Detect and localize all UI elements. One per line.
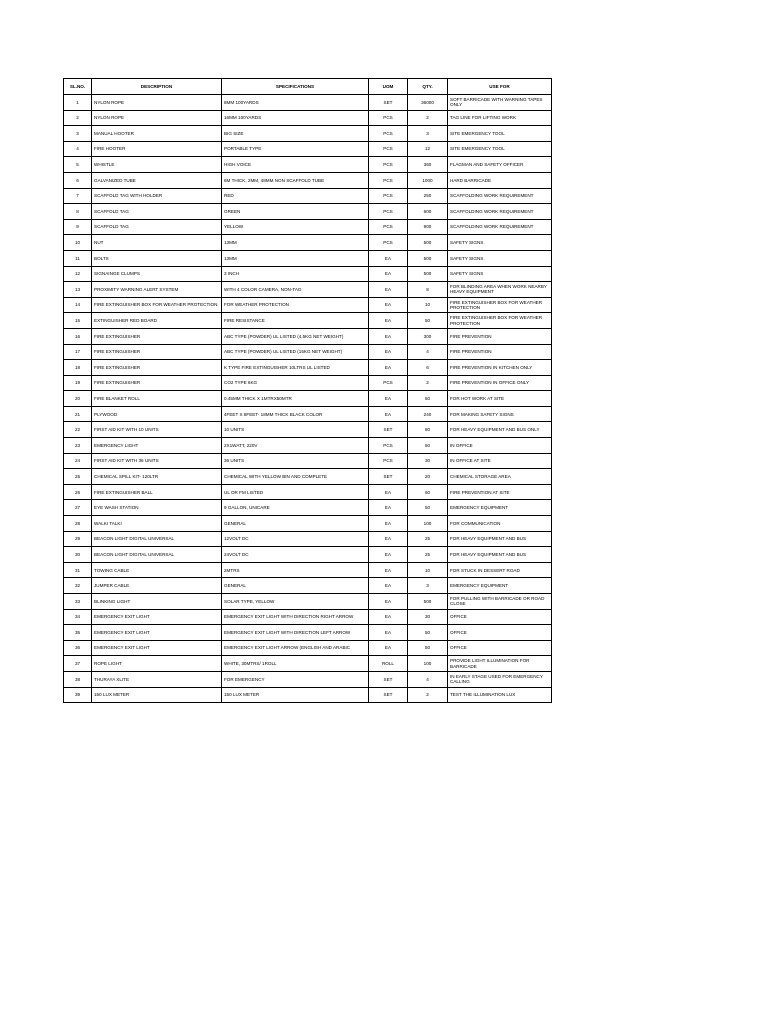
specifications-cell: EMERGENCY EXIT LIGHT WITH DIRECTION RIGHT ARROW — [222, 609, 369, 625]
description-cell: FIRE EXTINGUISHER — [92, 328, 222, 344]
sl-no-cell: 26 — [64, 484, 92, 500]
use-for-cell: OFFICE — [448, 640, 552, 656]
sl-no-cell: 12 — [64, 266, 92, 282]
use-for-cell: SAFETY SIGNS — [448, 250, 552, 266]
specifications-cell: GENERAL — [222, 516, 369, 532]
table-row — [64, 438, 552, 454]
uom-cell: EA — [369, 266, 408, 282]
qty-cell: 600 — [408, 204, 448, 220]
table-row — [64, 126, 552, 142]
use-for-cell: SITE EMERGENCY TOOL — [448, 141, 552, 157]
description-cell: SIGNAINGE CLUMPS — [92, 266, 222, 282]
description-cell: 150 LUX METER — [92, 687, 222, 703]
description-cell: EYE WASH STATION — [92, 500, 222, 516]
use-for-cell: FIRE PREVENTION AT SITE — [448, 484, 552, 500]
specifications-cell: 13MM — [222, 250, 369, 266]
table-row — [64, 297, 552, 313]
uom-cell: EA — [369, 531, 408, 547]
uom-cell: PCS — [369, 219, 408, 235]
header-description: DESCRIPTION — [92, 79, 222, 95]
sl-no-cell: 32 — [64, 578, 92, 594]
header-specifications: SPECIFICATIONS — [222, 79, 369, 95]
table-row — [64, 453, 552, 469]
qty-cell: 900 — [408, 219, 448, 235]
uom-cell: EA — [369, 328, 408, 344]
sl-no-cell: 23 — [64, 438, 92, 454]
use-for-cell: FOR BLINDING AREA WHEN WORK NEARBY HEAVY EQUIPMENT — [448, 282, 552, 298]
qty-cell: 4 — [408, 671, 448, 687]
description-cell: JUMPER CABLE — [92, 578, 222, 594]
table-row — [64, 609, 552, 625]
description-cell: GALVANIZED TUBE — [92, 172, 222, 188]
table-row — [64, 110, 552, 126]
description-cell: TOWING CABLE — [92, 562, 222, 578]
sl-no-cell: 19 — [64, 375, 92, 391]
description-cell: CHEMICAL SPILL KIT- 120LTR — [92, 469, 222, 485]
qty-cell: 8 — [408, 282, 448, 298]
qty-cell: 500 — [408, 235, 448, 251]
uom-cell: EA — [369, 547, 408, 563]
specifications-cell: EMERGENCY EXIT LIGHT ARROW (ENGLISH AND ARABIC — [222, 640, 369, 656]
uom-cell: PCS — [369, 110, 408, 126]
description-cell: FIRE EXTINGUISHER BOX FOR WEATHER PROTECTION — [92, 297, 222, 313]
specifications-cell: BIG SIZE — [222, 126, 369, 142]
qty-cell: 80 — [408, 422, 448, 438]
description-cell: THURAYA XLITE — [92, 671, 222, 687]
table-row — [64, 250, 552, 266]
use-for-cell: HARD BARRICADE — [448, 172, 552, 188]
qty-cell: 25 — [408, 547, 448, 563]
qty-cell: 50 — [408, 391, 448, 407]
table-row — [64, 282, 552, 298]
sl-no-cell: 3 — [64, 126, 92, 142]
uom-cell: SET — [369, 687, 408, 703]
table-row — [64, 204, 552, 220]
use-for-cell: FLAGMAN AND SAFETY OFFICER — [448, 157, 552, 173]
use-for-cell: FOR HEAVY EQUIPMENT AND BUS ONLY — [448, 422, 552, 438]
description-cell: BOLTS — [92, 250, 222, 266]
table-header-row — [64, 79, 552, 95]
sl-no-cell: 21 — [64, 406, 92, 422]
sl-no-cell: 16 — [64, 328, 92, 344]
specifications-cell: 150 LUX METER — [222, 687, 369, 703]
table-row — [64, 172, 552, 188]
uom-cell: EA — [369, 344, 408, 360]
qty-cell: 36000 — [408, 95, 448, 111]
uom-cell: PCS — [369, 438, 408, 454]
use-for-cell: SCAFFOLDING WORK REQUIREMENT — [448, 204, 552, 220]
description-cell: SCAFFOLD TAG WITH HOLDER — [92, 188, 222, 204]
qty-cell: 3 — [408, 126, 448, 142]
use-for-cell: FIRE EXTINGUISHER BOX FOR WEATHER PROTECTION — [448, 297, 552, 313]
sl-no-cell: 5 — [64, 157, 92, 173]
description-cell: FIRE EXTINGUISHER — [92, 344, 222, 360]
qty-cell: 500 — [408, 250, 448, 266]
description-cell: SCAFFOLD TAG — [92, 204, 222, 220]
qty-cell: 12 — [408, 141, 448, 157]
qty-cell: 500 — [408, 266, 448, 282]
description-cell: WALKI TALKI — [92, 516, 222, 532]
table-body — [64, 95, 552, 703]
specifications-cell: GREEN — [222, 204, 369, 220]
use-for-cell: FIRE PREVENTION IN OFFICE ONLY — [448, 375, 552, 391]
items-table — [63, 78, 552, 703]
sl-no-cell: 39 — [64, 687, 92, 703]
uom-cell: EA — [369, 640, 408, 656]
qty-cell: 250 — [408, 188, 448, 204]
use-for-cell: SAFETY SIGNS — [448, 266, 552, 282]
table-row — [64, 344, 552, 360]
table-row — [64, 375, 552, 391]
use-for-cell: FIRE PREVENTION — [448, 344, 552, 360]
sl-no-cell: 6 — [64, 172, 92, 188]
table-row — [64, 516, 552, 532]
header-uom: UOM — [369, 79, 408, 95]
qty-cell: 3 — [408, 578, 448, 594]
qty-cell: 50 — [408, 438, 448, 454]
uom-cell: EA — [369, 562, 408, 578]
sl-no-cell: 13 — [64, 282, 92, 298]
table-row — [64, 640, 552, 656]
description-cell: EMERGENCY LIGHT — [92, 438, 222, 454]
specifications-cell: EMERGENCY EXIT LIGHT WITH DIRECTION LEFT ARROW — [222, 625, 369, 641]
specifications-cell: 16MM 100YARDS — [222, 110, 369, 126]
qty-cell: 50 — [408, 500, 448, 516]
table-row — [64, 469, 552, 485]
qty-cell: 50 — [408, 625, 448, 641]
specifications-cell: PORTABLE TYPE — [222, 141, 369, 157]
table-row — [64, 500, 552, 516]
use-for-cell: FOR MAKING SAFETY SIGNS — [448, 406, 552, 422]
qty-cell: 500 — [408, 594, 448, 610]
description-cell: BLINKING LIGHT — [92, 594, 222, 610]
specifications-cell: YELLOW — [222, 219, 369, 235]
specifications-cell: 3 INCH — [222, 266, 369, 282]
sl-no-cell: 36 — [64, 640, 92, 656]
use-for-cell: SCAFFOLDING WORK REQUIREMENT — [448, 188, 552, 204]
qty-cell: 300 — [408, 328, 448, 344]
sl-no-cell: 29 — [64, 531, 92, 547]
sl-no-cell: 31 — [64, 562, 92, 578]
specifications-cell: 24VOLT DC — [222, 547, 369, 563]
specifications-cell: ABC TYPE (POWDER) UL LISTED (4.5KG NET WEIGHT) — [222, 328, 369, 344]
qty-cell: 10 — [408, 297, 448, 313]
use-for-cell: FOR STUCK IN DESSERT ROAD — [448, 562, 552, 578]
qty-cell: 360 — [408, 157, 448, 173]
table-row — [64, 313, 552, 329]
qty-cell: 30 — [408, 609, 448, 625]
table-row — [64, 562, 552, 578]
uom-cell: PCS — [369, 126, 408, 142]
specifications-cell: UL OR FM LISTED — [222, 484, 369, 500]
uom-cell: PCS — [369, 141, 408, 157]
specifications-cell: WHITE, 30MTRS/ 1ROLL — [222, 656, 369, 672]
specifications-cell: HIGH VOICE — [222, 157, 369, 173]
use-for-cell: EMERGENCY EQUIPMENT — [448, 578, 552, 594]
uom-cell: EA — [369, 360, 408, 376]
use-for-cell: OFFICE — [448, 625, 552, 641]
table-row — [64, 578, 552, 594]
description-cell: BEACON LIGHT DIGITAL UNIVERSAL — [92, 531, 222, 547]
use-for-cell: FIRE PREVENTION — [448, 328, 552, 344]
description-cell: WHISTLE — [92, 157, 222, 173]
uom-cell: EA — [369, 282, 408, 298]
description-cell: FIRST AID KIT WITH 10 UNITS — [92, 422, 222, 438]
specifications-cell: 2MTRS — [222, 562, 369, 578]
use-for-cell: FIRE EXTINGUISHER BOX FOR WEATHER PROTECTION — [448, 313, 552, 329]
table-row — [64, 547, 552, 563]
description-cell: PROXIMITY WARNING ALERT SYSTEM — [92, 282, 222, 298]
specifications-cell: 36 UNITS — [222, 453, 369, 469]
specifications-cell: RED — [222, 188, 369, 204]
description-cell: EMERGENCY EXIT LIGHT — [92, 640, 222, 656]
uom-cell: SET — [369, 469, 408, 485]
use-for-cell: SITE EMERGENCY TOOL — [448, 126, 552, 142]
use-for-cell: IN OFFICE — [448, 438, 552, 454]
table-row — [64, 219, 552, 235]
use-for-cell: CHEMICAL STORAGE AREA — [448, 469, 552, 485]
specifications-cell: CO2 TYPE 6KG — [222, 375, 369, 391]
table-row — [64, 95, 552, 111]
use-for-cell: SCAFFOLDING WORK REQUIREMENT — [448, 219, 552, 235]
uom-cell: PCS — [369, 157, 408, 173]
sl-no-cell: 30 — [64, 547, 92, 563]
table-row — [64, 671, 552, 687]
table-row — [64, 484, 552, 500]
specifications-cell: WITH 4 COLOR CAMERA, NON-TAG — [222, 282, 369, 298]
uom-cell: SET — [369, 422, 408, 438]
sl-no-cell: 15 — [64, 313, 92, 329]
description-cell: EMERGENCY EXIT LIGHT — [92, 609, 222, 625]
use-for-cell: FOR COMMUNICATION — [448, 516, 552, 532]
specifications-cell: FOR WEATHER PROTECTION — [222, 297, 369, 313]
specifications-cell: 0.45MM THICK X 1MTRX50MTR — [222, 391, 369, 407]
description-cell: BEACON LIGHT DIGITAL UNIVERSAL — [92, 547, 222, 563]
qty-cell: 2 — [408, 375, 448, 391]
specifications-cell: FIRE RESISTANCE — [222, 313, 369, 329]
use-for-cell: SOFT BARRICADE WITH WARNING TAPES ONLY — [448, 95, 552, 111]
table-row — [64, 188, 552, 204]
sl-no-cell: 34 — [64, 609, 92, 625]
qty-cell: 100 — [408, 656, 448, 672]
qty-cell: 2 — [408, 687, 448, 703]
sl-no-cell: 7 — [64, 188, 92, 204]
qty-cell: 50 — [408, 640, 448, 656]
sl-no-cell: 9 — [64, 219, 92, 235]
table-row — [64, 594, 552, 610]
specifications-cell: 9 GALLON, UNICARE — [222, 500, 369, 516]
description-cell: NUT — [92, 235, 222, 251]
specifications-cell: 2X1WATT, 220V — [222, 438, 369, 454]
description-cell: EMERGENCY EXIT LIGHT — [92, 625, 222, 641]
use-for-cell: FOR PULLING WITH BARRICADE OR ROAD CLOSE — [448, 594, 552, 610]
qty-cell: 2 — [408, 110, 448, 126]
specifications-cell: 6M THICK, 2MM, 48MM NON SCAFFOLD TUBE — [222, 172, 369, 188]
sl-no-cell: 4 — [64, 141, 92, 157]
uom-cell: PCS — [369, 235, 408, 251]
table-row — [64, 141, 552, 157]
uom-cell: PCS — [369, 375, 408, 391]
sl-no-cell: 28 — [64, 516, 92, 532]
table-row — [64, 625, 552, 641]
description-cell: FIRE EXTINGUISHER — [92, 360, 222, 376]
sl-no-cell: 27 — [64, 500, 92, 516]
description-cell: FIRST AID KIT WITH 36 UNITS — [92, 453, 222, 469]
sl-no-cell: 37 — [64, 656, 92, 672]
table-row — [64, 235, 552, 251]
use-for-cell: FIRE PREVENTION IN KITCHEN ONLY — [448, 360, 552, 376]
description-cell: MANUAL HOOTER — [92, 126, 222, 142]
sl-no-cell: 1 — [64, 95, 92, 111]
table-row — [64, 157, 552, 173]
uom-cell: EA — [369, 313, 408, 329]
description-cell: FIRE HOOTER — [92, 141, 222, 157]
sl-no-cell: 2 — [64, 110, 92, 126]
description-cell: NYLON ROPE — [92, 95, 222, 111]
qty-cell: 50 — [408, 313, 448, 329]
uom-cell: EA — [369, 578, 408, 594]
use-for-cell: FOR HEAVY EQUIPMENT AND BUS — [448, 547, 552, 563]
use-for-cell: FOR HEAVY EQUIPMENT AND BUS — [448, 531, 552, 547]
specifications-cell: 13MM — [222, 235, 369, 251]
description-cell: FIRE EXTINGUISHER — [92, 375, 222, 391]
specifications-cell: K TYPE FIRE EXTINGUISHER 10LTRS UL LISTED — [222, 360, 369, 376]
uom-cell: SET — [369, 95, 408, 111]
table-row — [64, 656, 552, 672]
sl-no-cell: 17 — [64, 344, 92, 360]
description-cell: NYLON ROPE — [92, 110, 222, 126]
header-qty: QTY. — [408, 79, 448, 95]
sl-no-cell: 20 — [64, 391, 92, 407]
uom-cell: EA — [369, 250, 408, 266]
use-for-cell: EMERGENCY EQUIPMENT — [448, 500, 552, 516]
use-for-cell: TEST THE ILLUMINATION LUX — [448, 687, 552, 703]
sl-no-cell: 24 — [64, 453, 92, 469]
qty-cell: 25 — [408, 531, 448, 547]
uom-cell: PCS — [369, 188, 408, 204]
specifications-cell: 12VOLT DC — [222, 531, 369, 547]
specifications-cell: CHEMICAL WITH YELLOW BIN AND COMPLETE — [222, 469, 369, 485]
uom-cell: SET — [369, 671, 408, 687]
table-row — [64, 422, 552, 438]
specifications-cell: ABC TYPE (POWDER) UL LISTED (15KG NET WEIGHT) — [222, 344, 369, 360]
qty-cell: 4 — [408, 344, 448, 360]
sl-no-cell: 18 — [64, 360, 92, 376]
sl-no-cell: 11 — [64, 250, 92, 266]
table-row — [64, 687, 552, 703]
description-cell: EXTINGUISHER RED BOARD — [92, 313, 222, 329]
use-for-cell: TAG LINE FOR LIFTING WORK — [448, 110, 552, 126]
use-for-cell: FOR HOT WORK AT SITE — [448, 391, 552, 407]
description-cell: FIRE BLANKET ROLL — [92, 391, 222, 407]
specifications-cell: 10 UNITS — [222, 422, 369, 438]
uom-cell: PCS — [369, 453, 408, 469]
uom-cell: PCS — [369, 204, 408, 220]
table-row — [64, 406, 552, 422]
qty-cell: 20 — [408, 469, 448, 485]
description-cell: PLYWOOD — [92, 406, 222, 422]
use-for-cell: OFFICE — [448, 609, 552, 625]
uom-cell: EA — [369, 594, 408, 610]
specifications-cell: 8MM 100YARDS — [222, 95, 369, 111]
uom-cell: ROLL — [369, 656, 408, 672]
sl-no-cell: 25 — [64, 469, 92, 485]
use-for-cell: IN EARLY STAGE USED FOR EMERGENCY CALLING — [448, 671, 552, 687]
sl-no-cell: 38 — [64, 671, 92, 687]
uom-cell: EA — [369, 484, 408, 500]
uom-cell: EA — [369, 391, 408, 407]
uom-cell: EA — [369, 609, 408, 625]
description-cell: ROPE LIGHT — [92, 656, 222, 672]
table-row — [64, 360, 552, 376]
qty-cell: 60 — [408, 484, 448, 500]
header-use-for: USE FOR — [448, 79, 552, 95]
qty-cell: 1000 — [408, 172, 448, 188]
specifications-cell: FOR EMERGENCY — [222, 671, 369, 687]
sl-no-cell: 35 — [64, 625, 92, 641]
uom-cell: EA — [369, 625, 408, 641]
specifications-cell: 4FEET X 8FEET- 18MM THICK BLACK COLOR — [222, 406, 369, 422]
table-row — [64, 328, 552, 344]
header-sl-no: SL.NO. — [64, 79, 92, 95]
specifications-cell: SOLAR TYPE, YELLOW — [222, 594, 369, 610]
specifications-cell: GENERAL — [222, 578, 369, 594]
sl-no-cell: 22 — [64, 422, 92, 438]
uom-cell: EA — [369, 500, 408, 516]
table-row — [64, 266, 552, 282]
description-cell: SCAFFOLD TAG — [92, 219, 222, 235]
description-cell: FIRE EXTINGUISHER BALL — [92, 484, 222, 500]
sl-no-cell: 14 — [64, 297, 92, 313]
qty-cell: 240 — [408, 406, 448, 422]
use-for-cell: PROVIDE LIGHT ILLUMINATION FOR BARRICADE — [448, 656, 552, 672]
sl-no-cell: 8 — [64, 204, 92, 220]
sl-no-cell: 33 — [64, 594, 92, 610]
use-for-cell: SAFETY SIGNS — [448, 235, 552, 251]
uom-cell: PCS — [369, 172, 408, 188]
use-for-cell: IN OFFICE AT SITE — [448, 453, 552, 469]
qty-cell: 10 — [408, 562, 448, 578]
table-row — [64, 531, 552, 547]
table-row — [64, 391, 552, 407]
qty-cell: 30 — [408, 453, 448, 469]
sl-no-cell: 10 — [64, 235, 92, 251]
qty-cell: 6 — [408, 360, 448, 376]
qty-cell: 100 — [408, 516, 448, 532]
uom-cell: EA — [369, 516, 408, 532]
uom-cell: EA — [369, 406, 408, 422]
uom-cell: EA — [369, 297, 408, 313]
